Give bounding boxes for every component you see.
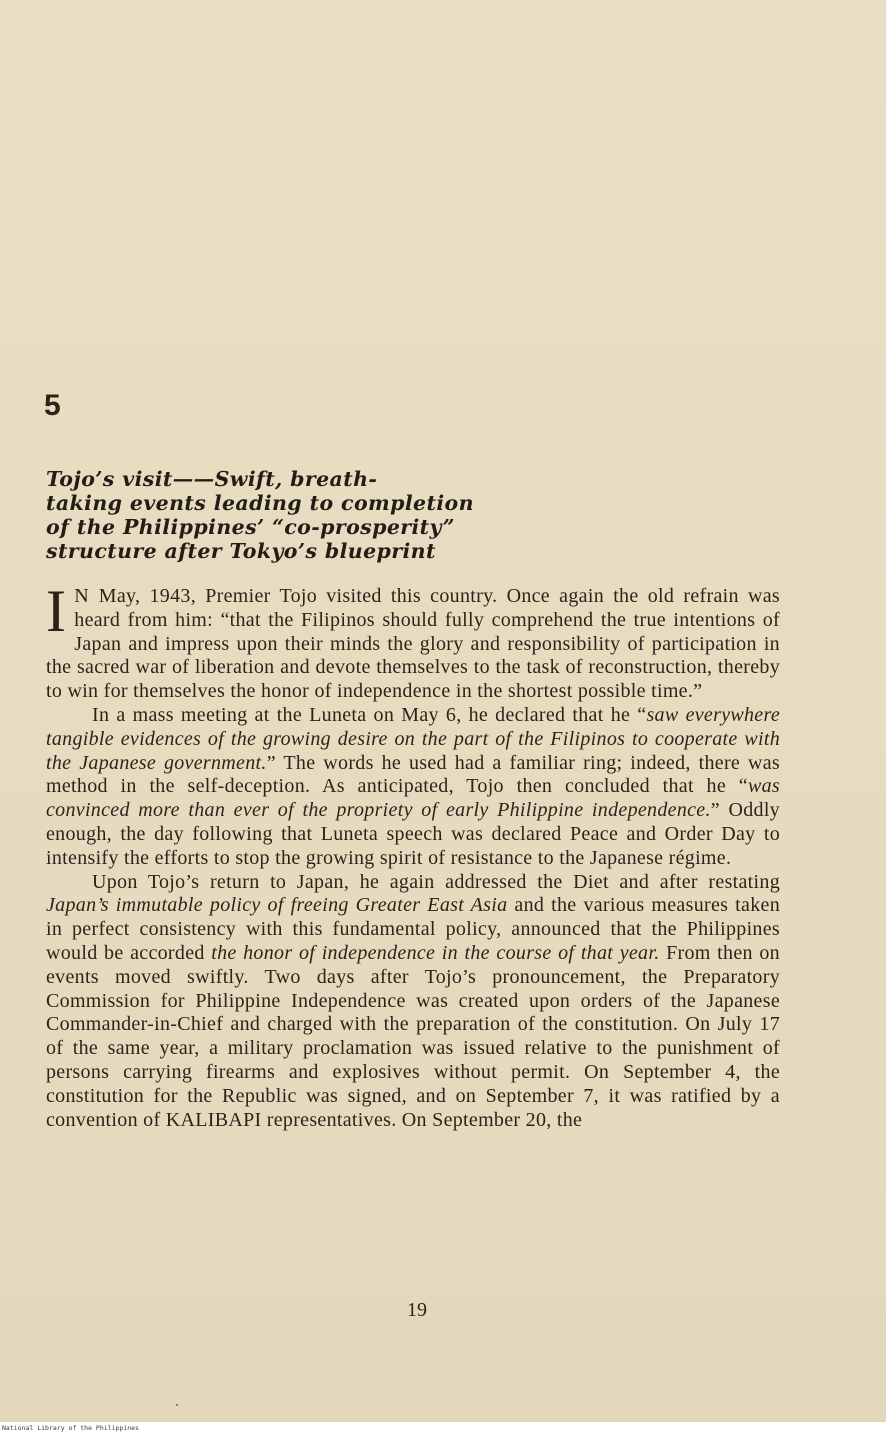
text-run: In a mass meeting at the Luneta on May 6, he declared that he “ bbox=[92, 703, 647, 726]
italic-phrase: the honor of independence in the course of that year. bbox=[211, 941, 660, 964]
text-run: ” Oddly enough, the day following that Luneta speech was declared Peace and Order Day to intensify the efforts to stop the growing spirit of resistance to the Japanese régime. bbox=[46, 799, 780, 869]
italic-phrase: saw everywhere tangible evidences of the growing desire on the part of the Filipinos to cooperate with the Japanese government. bbox=[46, 703, 780, 774]
text-run: From then on events moved swiftly. Two days after Tojo’s pronouncement, the Preparatory Commission for Philippine Independence was created upon orders of the Japanese Commander-in-Chief and charged with the preparation of the constitution. On July 17 of the same year, a military proclamation was issued relative to the punishment of persons carrying firearms and explosives without permit. On September 4, the constitution for the Republic was signed, and on September 7, it was ratified by a convention of KALIBAPI representatives. On September 20, the bbox=[46, 941, 780, 1131]
footer-credit: National Library of the Philippines bbox=[2, 1424, 139, 1432]
drop-cap: I bbox=[46, 585, 67, 644]
chapter-number: 5 bbox=[44, 389, 61, 422]
paragraph-lead: N bbox=[74, 585, 90, 607]
body-paragraph bbox=[46, 871, 780, 1133]
text-run: May, 1943, Premier Tojo visited this country. Once again the old refrain was heard from him: “that the Filipinos should fully comprehend the true intentions of Japan and impress upon their minds the glory and responsibility of participation in the sacred war of liberation and devote themselves to the task of reconstruction, thereby to win for themselves the honor of independence in the shortest possible time.” bbox=[46, 585, 780, 703]
italic-phrase: was convinced more than ever of the propriety of early Philippine independence. bbox=[46, 775, 780, 822]
page-number: 19 bbox=[407, 1299, 427, 1321]
paper-speck bbox=[176, 1404, 178, 1406]
text-run: Upon Tojo’s return to Japan, he again addressed the Diet and after restating bbox=[92, 870, 780, 893]
chapter-title bbox=[46, 467, 586, 563]
chapter-title-line: structure after Tokyo’s blueprint bbox=[46, 539, 436, 563]
text-run: and the various measures taken in perfect consistency with this fundamental policy, announced that the Philippines would be accorded bbox=[46, 894, 780, 964]
chapter-title-line: of the Philippines’ “co-prosperity” bbox=[46, 515, 455, 539]
text-run: ” The words he used had a familiar ring; indeed, there was method in the self-deception. As anticipated, Tojo then concluded that he “ bbox=[46, 751, 780, 798]
chapter-body-text bbox=[46, 585, 780, 1285]
body-paragraph bbox=[46, 585, 780, 704]
chapter-title-line: Tojo’s visit——Swift, breath- bbox=[46, 467, 378, 491]
body-paragraph bbox=[46, 704, 780, 871]
italic-phrase: Japan’s immutable policy of freeing Greater East Asia bbox=[46, 894, 508, 917]
chapter-title-line: taking events leading to completion bbox=[46, 491, 474, 515]
